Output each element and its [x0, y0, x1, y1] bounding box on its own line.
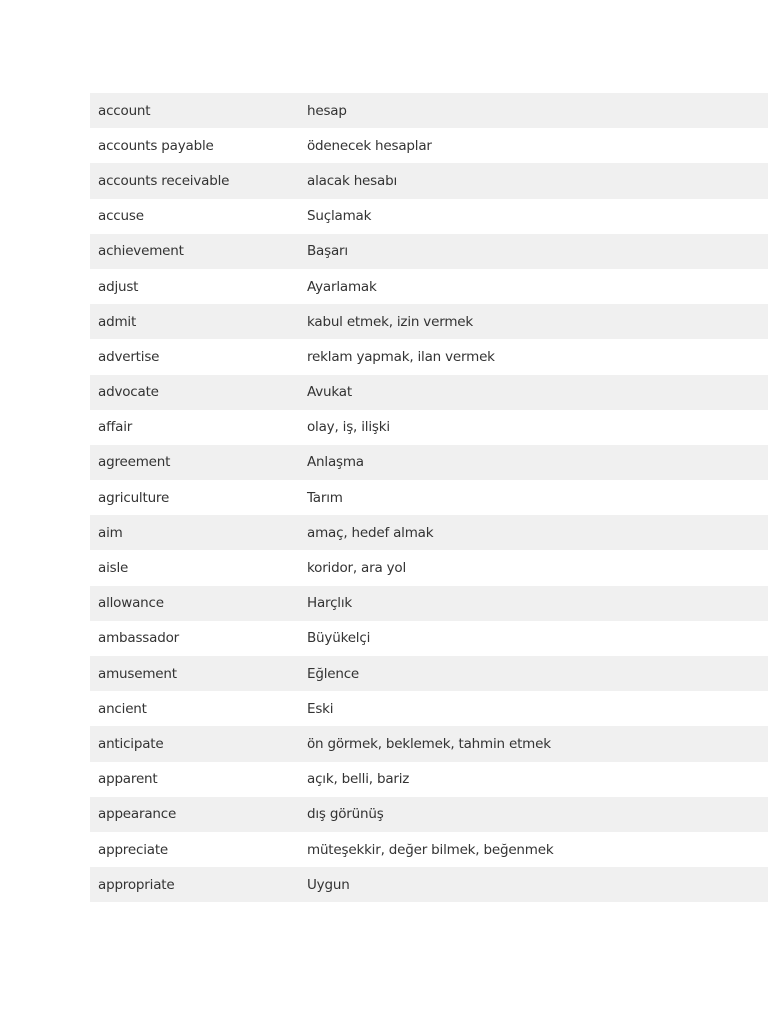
turkish-translation: ön görmek, beklemek, tahmin etmek	[307, 735, 551, 752]
vocabulary-table	[90, 93, 768, 902]
english-word: accuse	[98, 208, 144, 225]
table-row	[90, 445, 768, 480]
table-row	[90, 93, 768, 128]
english-word: agriculture	[98, 489, 170, 506]
english-word: aisle	[98, 560, 129, 577]
turkish-translation: Suçlamak	[307, 208, 372, 225]
english-word: achievement	[98, 243, 184, 260]
table-row	[90, 410, 768, 445]
english-word: ambassador	[98, 630, 179, 647]
table-row	[90, 867, 768, 902]
english-word: affair	[98, 419, 133, 436]
turkish-translation: alacak hesabı	[307, 172, 397, 189]
table-row	[90, 726, 768, 761]
table-row	[90, 163, 768, 198]
turkish-translation: Harçlık	[307, 595, 353, 612]
english-word: adjust	[98, 278, 139, 295]
english-word: appropriate	[98, 876, 175, 893]
turkish-translation: Ayarlamak	[307, 278, 377, 295]
english-word: advocate	[98, 384, 159, 401]
english-word: appearance	[98, 806, 177, 823]
english-word: advertise	[98, 348, 160, 365]
table-row	[90, 375, 768, 410]
turkish-translation: Uygun	[307, 876, 350, 893]
turkish-translation: hesap	[307, 102, 347, 119]
table-row	[90, 550, 768, 585]
english-word: accounts payable	[98, 137, 214, 154]
table-row	[90, 304, 768, 339]
turkish-translation: Büyükelçi	[307, 630, 371, 647]
table-row	[90, 128, 768, 163]
table-row	[90, 339, 768, 374]
table-row	[90, 480, 768, 515]
turkish-translation: Eski	[307, 700, 334, 717]
turkish-translation: reklam yapmak, ilan vermek	[307, 348, 495, 365]
table-row	[90, 269, 768, 304]
table-row	[90, 797, 768, 832]
english-word: amusement	[98, 665, 177, 682]
table-row	[90, 656, 768, 691]
english-word: ancient	[98, 700, 147, 717]
turkish-translation: müteşekkir, değer bilmek, beğenmek	[307, 841, 554, 858]
english-word: anticipate	[98, 735, 164, 752]
turkish-translation: kabul etmek, izin vermek	[307, 313, 473, 330]
turkish-translation: açık, belli, bariz	[307, 771, 410, 788]
english-word: agreement	[98, 454, 171, 471]
english-word: allowance	[98, 595, 164, 612]
english-word: aim	[98, 524, 123, 541]
turkish-translation: olay, iş, ilişki	[307, 419, 390, 436]
table-row	[90, 691, 768, 726]
turkish-translation: Tarım	[307, 489, 343, 506]
turkish-translation: Avukat	[307, 384, 352, 401]
table-row	[90, 762, 768, 797]
turkish-translation: amaç, hedef almak	[307, 524, 434, 541]
english-word: admit	[98, 313, 137, 330]
turkish-translation: ödenecek hesaplar	[307, 137, 432, 154]
table-row	[90, 621, 768, 656]
table-row	[90, 586, 768, 621]
english-word: appreciate	[98, 841, 169, 858]
turkish-translation: Eğlence	[307, 665, 360, 682]
table-row	[90, 832, 768, 867]
turkish-translation: Başarı	[307, 243, 348, 260]
turkish-translation: Anlaşma	[307, 454, 364, 471]
english-word: apparent	[98, 771, 158, 788]
turkish-translation: dış görünüş	[307, 806, 384, 823]
english-word: account	[98, 102, 151, 119]
english-word: accounts receivable	[98, 172, 230, 189]
table-row	[90, 234, 768, 269]
table-row	[90, 199, 768, 234]
table-row	[90, 515, 768, 550]
turkish-translation: koridor, ara yol	[307, 560, 407, 577]
